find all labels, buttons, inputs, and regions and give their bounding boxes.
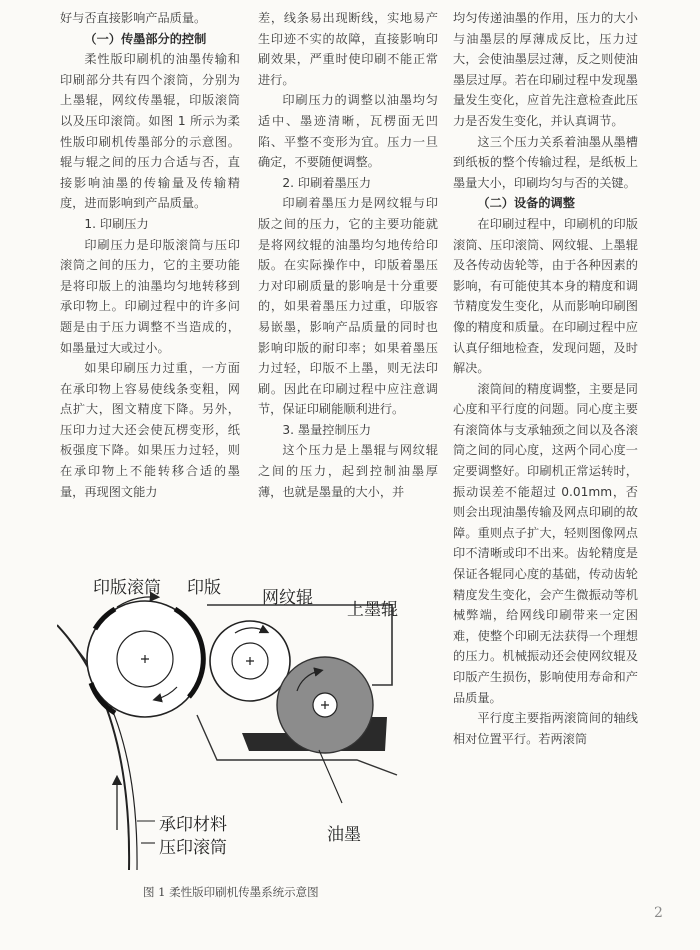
label-anilox-roller: 网纹辊	[262, 588, 313, 608]
label-plate: 印版	[187, 578, 221, 598]
text-column-3	[453, 8, 638, 749]
paragraph: 这三个压力关系着油墨从墨槽到纸板的整个传输过程，是纸板上墨量大小，印刷均匀与否的关键。	[453, 134, 638, 190]
paragraph: 印刷压力的调整以油墨均匀适中、墨迹清晰，瓦楞面无凹陷、平整不变形为宜。压力一旦确定，不要随便调整。	[258, 93, 438, 170]
subsection-heading: 2. 印刷着墨压力	[282, 175, 372, 190]
label-ink: 油墨	[327, 825, 361, 845]
paragraph: 印刷压力是印版滚筒与压印滚筒之间的压力，它的主要功能是将印版上的油墨均匀地转移到承印物上。印刷过程中的许多问题是由于压力调整不当造成的，如墨量过大或过小。	[60, 237, 240, 355]
label-impression-cylinder: 压印滚筒	[159, 838, 227, 858]
page-number: 2	[654, 905, 663, 921]
subsection-heading: 3. 墨量控制压力	[282, 422, 372, 437]
paragraph: 好与否直接影响产品质量。	[60, 11, 207, 25]
text-column-1	[60, 8, 240, 502]
paragraph: 印刷着墨压力是网纹辊与印版之间的压力，它的主要功能就是将网纹辊的油墨均匀地传给印版。在实际操作中，印版着墨压力对印刷质量的影响是十分重要的，如果着墨压力过重，印版容易嵌墨，影响产品质量的同时也影响印版的耐印率；如果着墨压力过轻，印版不上墨，则无法印刷。因此在印刷过程中应注意调节，保证印刷能顺利进行。	[258, 196, 438, 417]
paragraph: 均匀传递油墨的作用，压力的大小与油墨层的厚薄成反比，压力过大，会使油墨层过薄，反之则使油墨层过厚。若在印刷过程中发现墨量发生变化，应首先注意检查此压力是否发生变化，并认真调节。	[453, 11, 638, 128]
section-heading: （二）设备的调整	[477, 196, 575, 211]
paragraph: 平行度主要指两滚筒间的轴线相对位置平行。若两滚筒	[453, 711, 638, 746]
subsection-heading: 1. 印刷压力	[84, 216, 149, 231]
text-column-2	[258, 8, 438, 502]
ink-transfer-diagram	[57, 565, 442, 870]
section-heading: （一）传墨部分的控制	[84, 31, 207, 46]
paragraph: 差，线条易出现断线，实地易产生印迹不实的故障，直接影响印刷效果，严重时使印刷不能正常进行。	[258, 11, 438, 87]
paragraph: 滚筒间的精度调整，主要是同心度和平行度的问题。同心度主要有滚筒体与支承轴颈之间以及各滚筒之间的同心度，这两个同心度一定要调整好。印刷机正常运转时，振动误差不能超过 0.01mm，否则会出现油墨传输及网点印刷的故障。重则点子扩大，轻则图像网点印不清晰或印不出来。齿轮精度是保证各辊同心度的基础，传动齿轮精度发生变化，会产生微振动等机械弊端，给网线印刷带来一定困难，使整个印刷无法获得一个理想的压力。机械振动还会使网纹辊及印版产生损伤，影响使用寿命和产品质量。	[453, 381, 638, 705]
label-plate-cylinder: 印版滚筒	[93, 578, 161, 598]
label-substrate: 承印材料	[159, 815, 227, 835]
paragraph: 如果印刷压力过重，一方面在承印物上容易使线条变粗，网点扩大，图文精度下降。另外，压印力过大还会使瓦楞变形，纸板强度下降。如果压力过轻，则在承印物上不能转移合适的墨量，再现图文能力	[60, 361, 240, 499]
figure-caption: 图 1 柔性版印刷机传墨系统示意图	[143, 885, 319, 899]
paragraph: 在印刷过程中，印刷机的印版滚筒、压印滚筒、网纹辊、上墨辊及各传动齿轮等，由于各种因素的影响，有可能使其本身的精度和调节精度发生变化，从而影响印刷图像的精度和质量。在印刷过程中应认真仔细地检查，发现问题，及时解决。	[453, 216, 638, 376]
label-ink-roller: 上墨辊	[347, 600, 398, 620]
paragraph: 柔性版印刷机的油墨传输和印刷部分共有四个滚筒，分别为上墨辊，网纹传墨辊，印版滚筒以及压印滚筒。如图 1 所示为柔性版印刷机传墨部分的示意图。辊与辊之间的压力合适与否，直接影响油墨的传输量及传输精度，进而影响到产品质量。	[60, 52, 240, 211]
paragraph: 这个压力是上墨辊与网纹辊之间的压力，起到控制油墨厚薄，也就是墨量的大小，并	[258, 443, 438, 499]
